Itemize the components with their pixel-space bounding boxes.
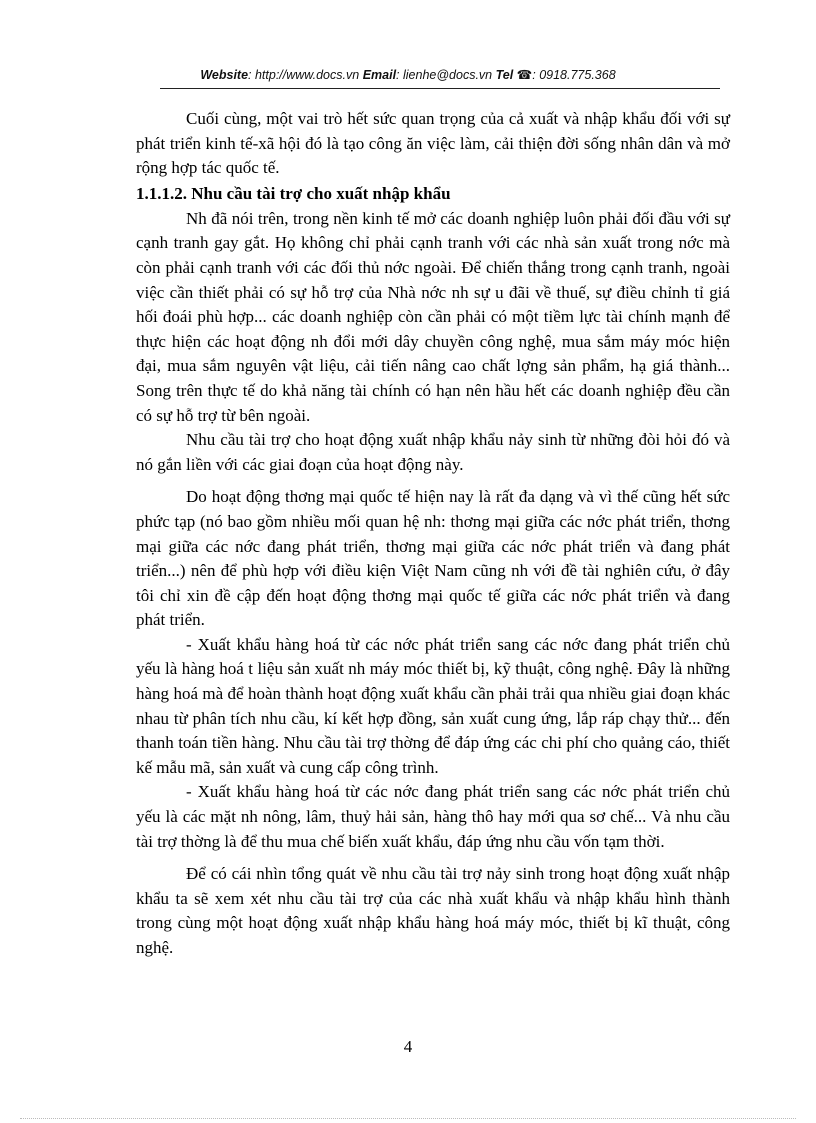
paragraph-6: - Xuất khẩu hàng hoá từ các nớc đang phát triển sang các nớc phát triển chủ yếu là các mặt nh nông, lâm, thuỷ hải sản, hàng thô hay mới qua sơ chế... Và nhu cầu tài trợ thờng là để thu mua chế biến xuất khẩu, đáp ứng nhu cầu vốn tạm thời. xyxy=(136,782,730,851)
page-bottom-divider xyxy=(20,1118,796,1119)
paragraph-4: Do hoạt động thơng mại quốc tế hiện nay là rất đa dạng và vì thế cũng hết sức phức tạp (nó bao gồm nhiều mối quan hệ nh: thơng mại giữa các nớc phát triển, thơng mại giữa các nớc đang phát triển, thơng mại giữa các nớc phát triển và đang phát triển...) nên để phù hợp với điều kiện Việt Nam cũng nh với đề tài nghiên cứu, ở đây tôi chỉ xin đề cập đến hoạt động thơng mại quốc tế giữa các nớc phát triển và đang phát triển. xyxy=(136,487,730,630)
website-value: : http://www.docs.vn xyxy=(248,68,360,82)
header-divider xyxy=(160,88,720,89)
page-header xyxy=(0,67,816,82)
paragraph-1: Cuối cùng, một vai trò hết sức quan trọng của cả xuất và nhập khẩu đối với sự phát triển kinh tế-xã hội đó là tạo công ăn việc làm, cải thiện đời sống nhân dân và mở rộng hợp tác quốc tế. xyxy=(136,109,730,178)
document-body xyxy=(136,107,730,961)
page-number: 4 xyxy=(403,1037,413,1056)
email-value: : lienhe@docs.vn xyxy=(396,68,493,82)
paragraph-3: Nhu cầu tài trợ cho hoạt động xuất nhập khẩu nảy sinh từ những đòi hỏi đó và nó gắn liền với các giai đoạn của hoạt động này. xyxy=(136,430,730,474)
paragraph-2: Nh đã nói trên, trong nền kinh tế mở các doanh nghiệp luôn phải đối đầu với sự cạnh tranh gay gắt. Họ không chỉ phải cạnh tranh với các nhà sản xuất trong nớc mà còn phải cạnh tranh với các đối thủ nớc ngoài. Để chiến thắng trong cạnh tranh, ngoài việc cần thiết phải có sự hỗ trợ của Nhà nớc nh sự u đãi về thuế, sự điều chỉnh tỉ giá hối đoái phù hợp... các doanh nghiệp còn cần phải có một tiềm lực tài chính mạnh để thực hiện các hoạt động nh đổi mới dây chuyền công nghệ, mua sắm máy móc hiện đại, mua sắm nguyên vật liệu, cải tiến nâng cao chất lợng sản phẩm, hạ giá thành... Song trên thực tế do khả năng tài chính có hạn nên hầu hết các doanh nghiệp đều cần có sự hỗ trợ từ bên ngoài. xyxy=(136,208,730,425)
paragraph-7: Để có cái nhìn tổng quát về nhu cầu tài trợ nảy sinh trong hoạt động xuất nhập khẩu ta sẽ xem xét nhu cầu tài trợ của các nhà xuất khẩu và nhập khẩu hình thành trong cùng một hoạt động xuất nhập khẩu hàng hoá máy móc, thiết bị kĩ thuật, công nghệ. xyxy=(136,864,730,957)
paragraph-5: - Xuất khẩu hàng hoá từ các nớc phát triển sang các nớc đang phát triển chủ yếu là hàng hoá t liệu sản xuất nh máy móc thiết bị, kỹ thuật, công nghệ. Đây là những hàng hoá mà để hoàn thành hoạt động xuất khẩu cần phải trải qua nhiều giai đoạn khác nhau từ phân tích nhu cầu, kí kết hợp đồng, sản xuất cung ứng, lắp ráp chạy thử... đến thanh toán tiền hàng. Nhu cầu tài trợ thờng để đáp ứng các chi phí cho quảng cáo, thiết kế mẫu mã, sản xuất và cung cấp công trình. xyxy=(136,634,730,777)
email-label: Email xyxy=(362,68,397,82)
tel-value: : 0918.775.368 xyxy=(532,68,616,82)
tel-label: Tel ☎ xyxy=(495,68,533,82)
website-label: Website xyxy=(200,68,249,82)
section-heading: 1.1.1.2. Nhu cầu tài trợ cho xuất nhập khẩu xyxy=(136,183,451,203)
